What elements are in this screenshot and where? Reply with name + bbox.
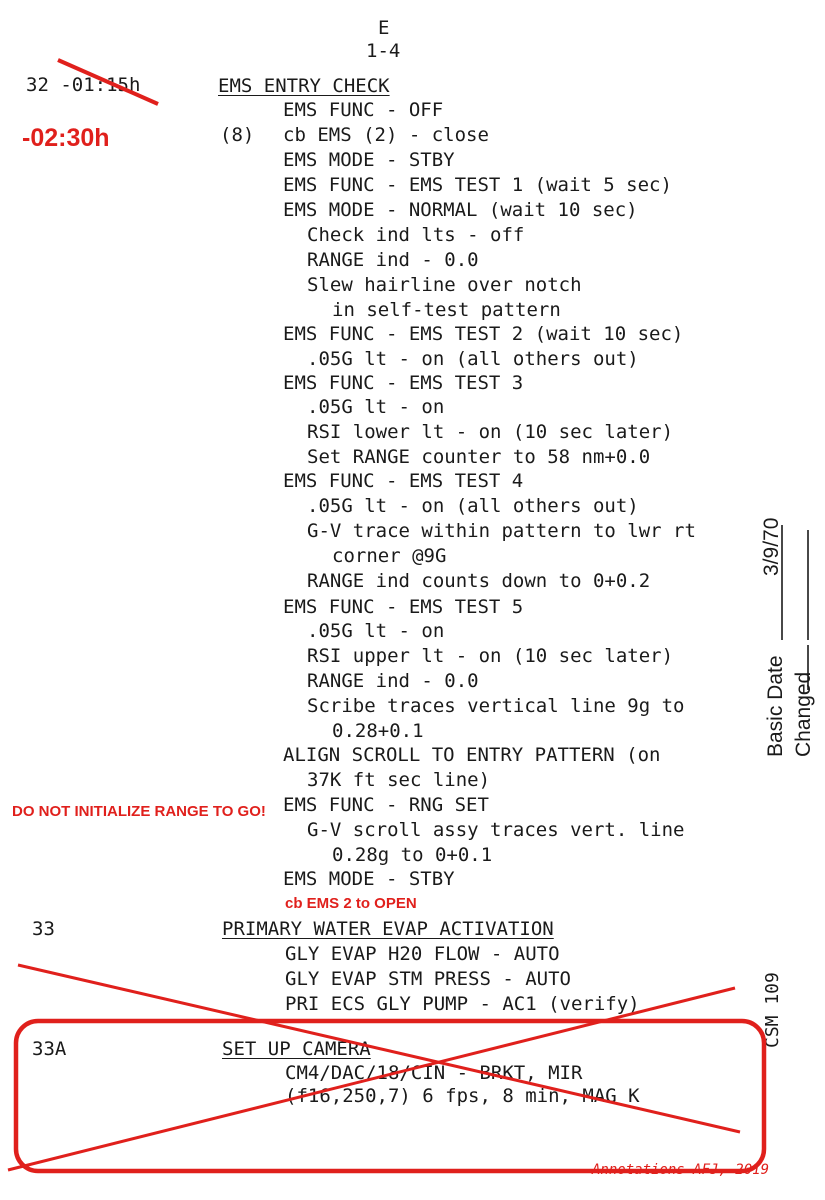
section-title-ems-entry-check: EMS ENTRY CHECK: [218, 75, 390, 97]
procedure-line: Set RANGE counter to 58 nm+0.0: [307, 446, 651, 468]
procedure-line: RSI lower lt - on (10 sec later): [307, 421, 674, 443]
procedure-line: RSI upper lt - on (10 sec later): [307, 645, 674, 667]
procedure-line: GLY EVAP STM PRESS - AUTO: [285, 968, 571, 990]
procedure-line: in self-test pattern: [332, 299, 561, 321]
procedure-line: .05G lt - on (all others out): [307, 495, 639, 517]
step-number-33: 33: [32, 918, 55, 940]
procedure-line: G-V scroll assy traces vert. line: [307, 819, 685, 841]
cross-out-line: [18, 965, 740, 1132]
basic-date-value: 3/9/70: [760, 517, 783, 576]
procedure-line: .05G lt - on (all others out): [307, 348, 639, 370]
procedure-line: .05G lt - on: [307, 396, 445, 418]
annotations-credit: Annotations AFJ, 2019: [592, 1162, 770, 1178]
step-number-32: 32 -01:15h: [26, 74, 141, 96]
procedure-line: EMS FUNC - EMS TEST 2 (wait 10 sec): [283, 323, 684, 345]
procedure-line: EMS FUNC - EMS TEST 4: [283, 470, 524, 492]
procedure-line: Scribe traces vertical line 9g to: [307, 695, 685, 717]
time-annotation: -02:30h: [22, 124, 110, 152]
procedure-line: cb EMS (2) - close: [283, 124, 489, 146]
red-note-range: DO NOT INITIALIZE RANGE TO GO!: [12, 803, 266, 820]
step-marker: (8): [220, 124, 255, 146]
changed-label: Changed: [792, 671, 815, 757]
procedure-line: EMS MODE - STBY: [283, 149, 455, 171]
section-title-primary-water-evap: PRIMARY WATER EVAP ACTIVATION: [222, 918, 554, 940]
procedure-line: EMS MODE - STBY: [283, 868, 455, 890]
page-number: 1-4: [366, 40, 401, 62]
procedure-line: (f16,250,7) 6 fps, 8 min, MAG K: [285, 1085, 640, 1107]
procedure-line: PRI ECS GLY PUMP - AC1 (verify): [285, 993, 640, 1015]
procedure-line: G-V trace within pattern to lwr rt: [307, 520, 696, 542]
basic-date-label: Basic Date: [764, 655, 787, 757]
procedure-line: 0.28g to 0+0.1: [332, 844, 493, 866]
header-letter: E: [378, 17, 390, 39]
procedure-line: EMS FUNC - EMS TEST 3: [283, 372, 524, 394]
red-note-cb-ems: cb EMS 2 to OPEN: [285, 895, 417, 912]
step-number-33a: 33A: [32, 1038, 67, 1060]
procedure-line: ALIGN SCROLL TO ENTRY PATTERN (on: [283, 744, 661, 766]
procedure-line: EMS FUNC - EMS TEST 5: [283, 596, 524, 618]
procedure-line: EMS FUNC - OFF: [283, 99, 444, 121]
time-strikethrough: [58, 60, 158, 104]
procedure-line: GLY EVAP H20 FLOW - AUTO: [285, 943, 560, 965]
procedure-line: RANGE ind - 0.0: [307, 670, 479, 692]
procedure-line: Check ind lts - off: [307, 224, 525, 246]
deleted-section-box: [16, 1021, 764, 1171]
procedure-line: corner @9G: [332, 545, 447, 567]
procedure-line: RANGE ind counts down to 0+0.2: [307, 570, 651, 592]
section-title-set-up-camera: SET UP CAMERA: [222, 1038, 371, 1060]
cross-out-line: [8, 988, 735, 1170]
procedure-line: .05G lt - on: [307, 620, 445, 642]
procedure-line: 0.28+0.1: [332, 720, 424, 742]
procedure-line: EMS FUNC - RNG SET: [283, 794, 489, 816]
procedure-line: CM4/DAC/18/CIN - BRKT, MIR: [285, 1062, 583, 1084]
procedure-line: EMS MODE - NORMAL (wait 10 sec): [283, 199, 638, 221]
procedure-line: RANGE ind - 0.0: [307, 249, 479, 271]
procedure-line: Slew hairline over notch: [307, 274, 582, 296]
procedure-line: EMS FUNC - EMS TEST 1 (wait 5 sec): [283, 174, 672, 196]
procedure-line: 37K ft sec line): [307, 769, 491, 791]
vehicle-id: CSM 109: [762, 972, 783, 1048]
